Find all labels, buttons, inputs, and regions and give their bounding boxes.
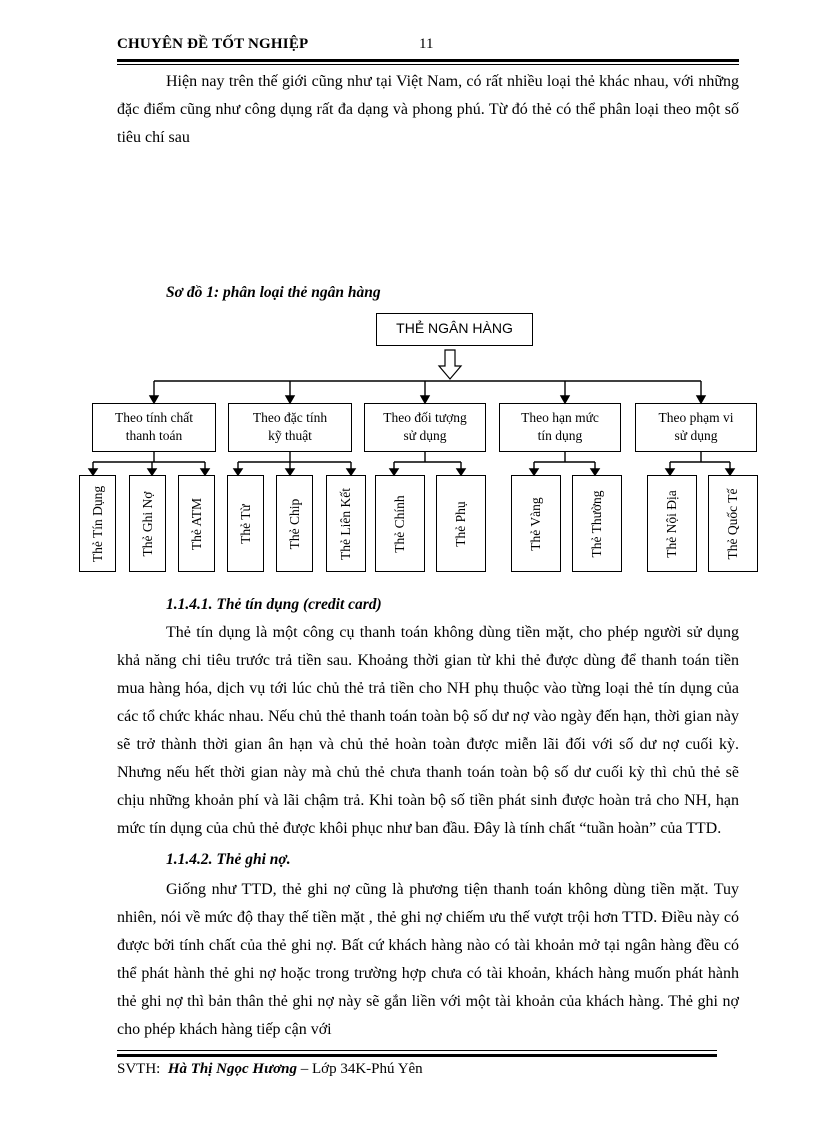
leaf-node bbox=[375, 475, 425, 572]
footer bbox=[117, 1061, 423, 1078]
category-node bbox=[364, 403, 486, 452]
leaf-label: Thẻ Tín Dụng bbox=[89, 485, 105, 562]
leaf-label: Thẻ Ghi Nợ bbox=[139, 491, 155, 556]
leaf-node bbox=[326, 475, 366, 572]
leaf-node bbox=[511, 475, 561, 572]
leaf-node bbox=[178, 475, 215, 572]
footer-suffix: – Lớp 34K-Phú Yên bbox=[300, 1061, 423, 1077]
leaf-node bbox=[227, 475, 264, 572]
intro-paragraph: Hiện nay trên thế giới cũng như tại Việt Nam, có rất nhiều loại thẻ khác nhau, với những đặc điểm cũng như công dụng rất đa dạng và phong phú. Từ đó thẻ có thể phân loại theo một số tiêu chí sau bbox=[117, 73, 739, 146]
leaf-label: Thẻ Thường bbox=[589, 489, 604, 558]
diagram-caption: Sơ đồ 1: phân loại thẻ ngân hàng bbox=[166, 284, 381, 301]
leaf-node bbox=[276, 475, 313, 572]
leaf-label: Thẻ Liên Kết bbox=[338, 487, 353, 560]
category-label: thanh toán bbox=[125, 428, 183, 443]
leaf-label: Thẻ Từ bbox=[237, 503, 253, 544]
leaf-label: Thẻ ATM bbox=[188, 497, 204, 550]
category-node bbox=[228, 403, 352, 452]
section-body: Thẻ tín dụng là một công cụ thanh toán không dùng tiền mặt, cho phép người sử dụng khả năng chi tiêu trước trả tiền sau. Khoảng thời gian từ khi thẻ được dùng để thanh toán tiền mua hàng hóa, dịch vụ tới lúc chủ thẻ trả tiền cho NH phụ thuộc vào từng loại thẻ tín dụng của các tổ chức khác nhau. Nếu chủ thẻ thanh toán toàn bộ số dư nợ vào ngày đến hạn, thời gian này sẽ trở thành thời gian ân hạn và chủ thẻ hoàn toàn được miễn lãi đối với số dư nợ cuối kỳ. Nhưng nếu hết thời gian này mà chủ thẻ chưa thanh toán toàn bộ số dư cuối kỳ thì chủ thẻ sẽ chịu những khoản phí và lãi chậm trả. Khi toàn bộ số tiền phát sinh được hoàn trả cho NH, hạn mức tín dụng của chủ thẻ được khôi phục như ban đầu. Đây là tính chất “tuần hoàn” của TTD. bbox=[117, 624, 739, 837]
footer-rule bbox=[117, 1054, 717, 1057]
leaf-label: Thẻ Quốc Tế bbox=[725, 488, 740, 559]
category-label: Theo hạn mức bbox=[521, 410, 599, 425]
category-label: kỹ thuật bbox=[268, 428, 312, 443]
section-body: Giống như TTD, thẻ ghi nợ cũng là phương tiện thanh toán không dùng tiền mặt. Tuy nhiên, nói về mức độ thay thế tiền mặt , thẻ ghi nợ chiếm ưu thế vượt trội hơn TTD. Điều này có được bởi tính chất của thẻ ghi nợ. Bất cứ khách hàng nào có tài khoản mở tại ngân hàng đều có thể phát hành thẻ ghi nợ hoặc trong trường hợp chưa có tài khoản, khách hàng muốn phát hành thẻ ghi nợ thì bản thân thẻ ghi nợ này sẽ gắn liền với một tài khoản của khách hàng. Thẻ ghi nợ cho phép khách hàng tiếp cận với bbox=[117, 881, 739, 1038]
category-node bbox=[499, 403, 621, 452]
footer-author: Hà Thị Ngọc Hương bbox=[167, 1061, 297, 1077]
leaf-node bbox=[79, 475, 116, 572]
leaf-node bbox=[129, 475, 166, 572]
leaf-drop-arrows bbox=[89, 452, 734, 475]
section-heading: 1.1.4.2. Thẻ ghi nợ. bbox=[166, 851, 291, 868]
category-node bbox=[635, 403, 757, 452]
category-label: Theo tính chất bbox=[115, 410, 193, 425]
page-number: 11 bbox=[419, 36, 434, 52]
section-heading: 1.1.4.1. Thẻ tín dụng (credit card) bbox=[166, 596, 382, 613]
leaf-node bbox=[708, 475, 758, 572]
category-label: Theo phạm vi bbox=[658, 410, 734, 425]
category-label: Theo đối tượng bbox=[383, 410, 467, 425]
category-label: tín dụng bbox=[537, 428, 583, 443]
leaf-node bbox=[572, 475, 622, 572]
leaf-node bbox=[647, 475, 697, 572]
category-label: Theo đặc tính bbox=[252, 410, 328, 425]
leaf-label: Thẻ Chip bbox=[286, 498, 302, 549]
footer-prefix: SVTH: bbox=[117, 1061, 161, 1077]
category-node bbox=[92, 403, 216, 452]
header-title: CHUYÊN ĐỀ TỐT NGHIỆP bbox=[117, 36, 309, 52]
leaf-label: Thẻ Nội Địa bbox=[664, 489, 679, 558]
category-label: sử dụng bbox=[674, 428, 718, 443]
category-label: sử dụng bbox=[403, 428, 447, 443]
diagram-root-node: THẺ NGÂN HÀNG bbox=[376, 313, 533, 346]
leaf-label: Thẻ Phụ bbox=[453, 500, 468, 547]
footer-rule-thin bbox=[117, 1050, 717, 1051]
category-drop-arrows bbox=[150, 381, 705, 403]
leaf-node bbox=[436, 475, 486, 572]
leaf-label: Thẻ Chính bbox=[392, 494, 407, 553]
root-arrow-icon bbox=[439, 350, 461, 379]
leaf-label: Thẻ Vàng bbox=[528, 496, 543, 551]
